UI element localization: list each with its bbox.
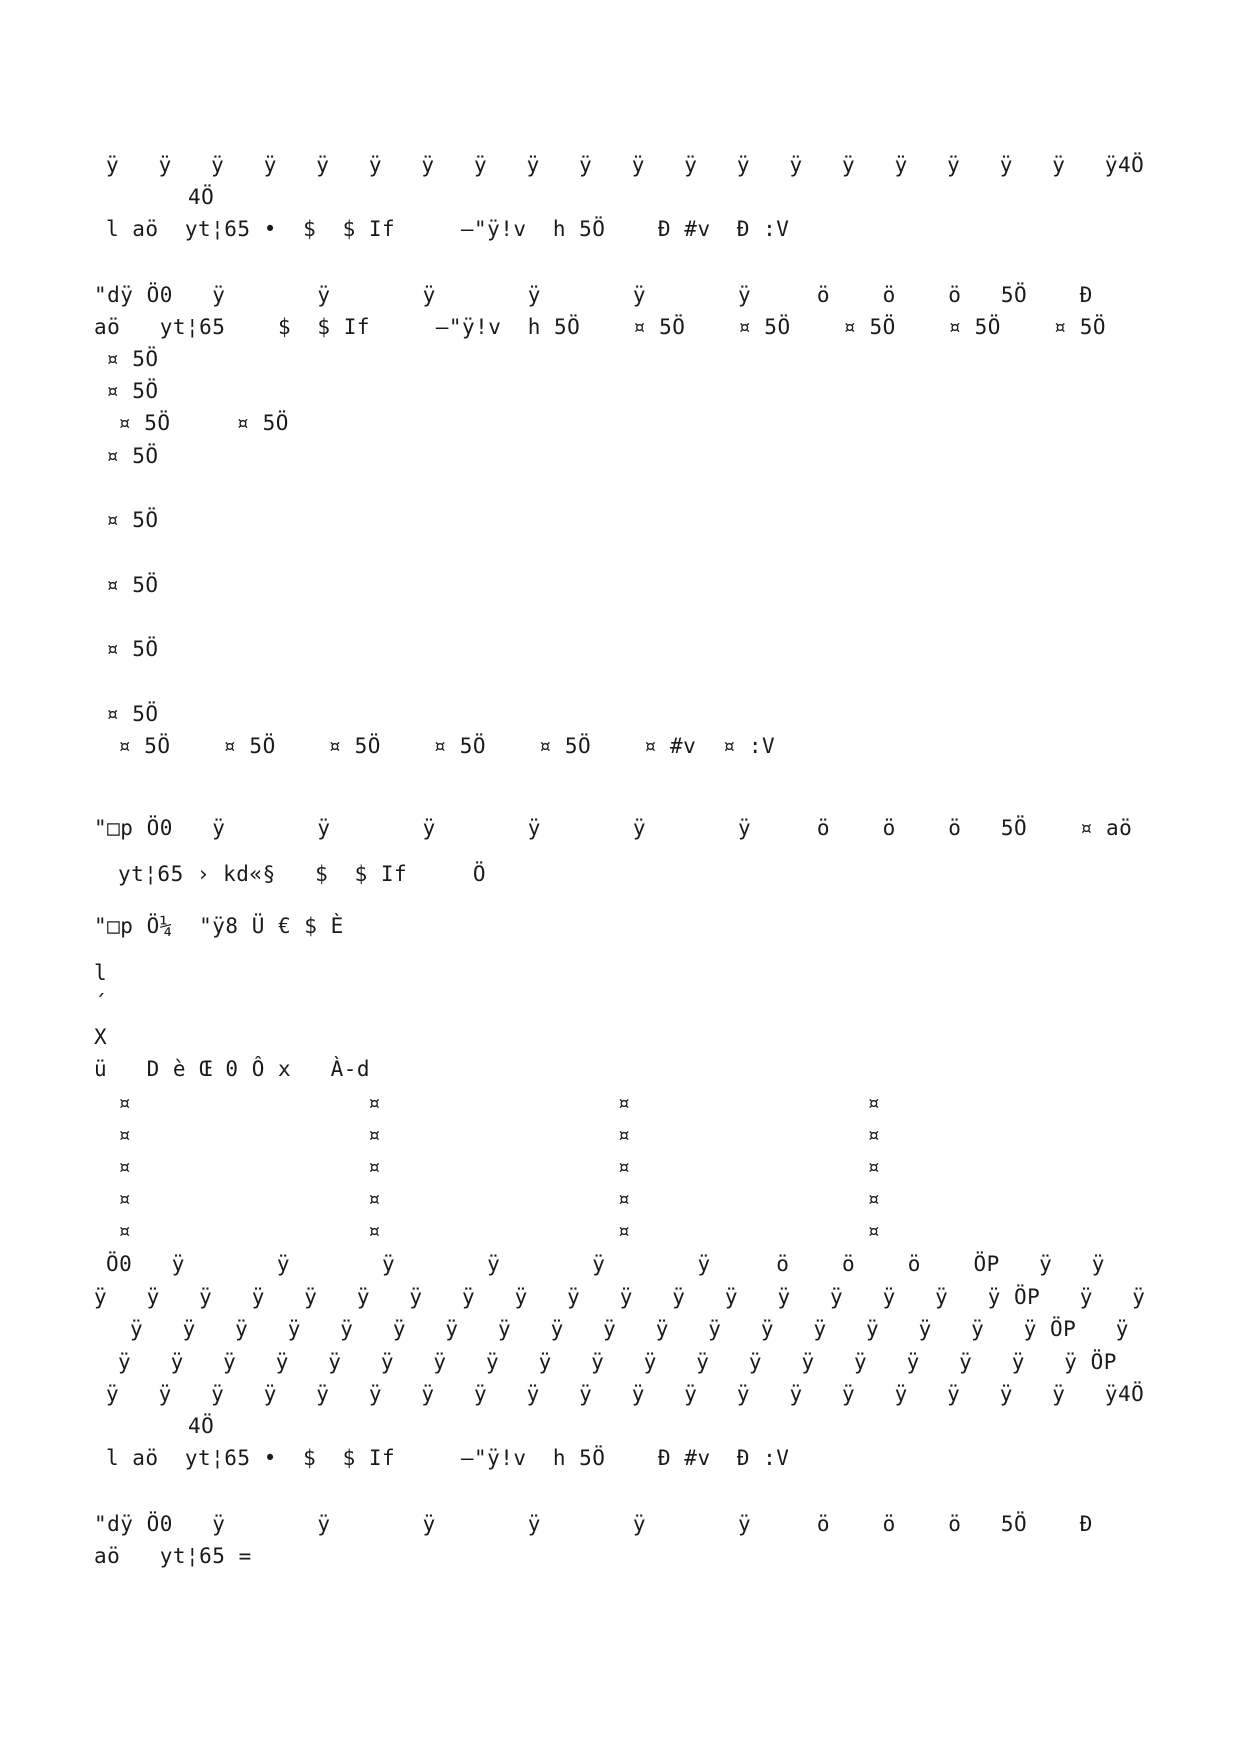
text-line: ¤ 5Ö — [106, 347, 159, 371]
text-line: ÿ ÿ ÿ ÿ ÿ ÿ ÿ ÿ ÿ ÿ ÿ ÿ ÿ ÿ ÿ ÿ ÿ ÿ ÖP ÿ ÿ — [94, 1285, 1146, 1309]
text-line: ¤ 5Ö ¤ 5Ö — [118, 411, 289, 435]
text-line: Ö0 ÿ ÿ ÿ ÿ ÿ ÿ ö ö ö ÖP ÿ ÿ — [106, 1252, 1105, 1276]
text-line: ÿ ÿ ÿ ÿ ÿ ÿ ÿ ÿ ÿ ÿ ÿ ÿ ÿ ÿ ÿ ÿ ÿ ÿ ÿ ÿ4Ö — [106, 1382, 1145, 1406]
text-line: aö yt¦65 $ $ If –"ÿ!v h 5Ö ¤ 5Ö ¤ 5Ö ¤ 5Ö ¤ 5Ö ¤ 5Ö — [94, 315, 1107, 339]
text-line: ¤ ¤ ¤ ¤ — [118, 1219, 881, 1243]
text-line: 4Ö — [188, 185, 215, 209]
text-line: ¤ 5Ö ¤ 5Ö ¤ 5Ö ¤ 5Ö ¤ 5Ö ¤ #v ¤ :V — [118, 734, 776, 758]
text-line: X — [94, 1025, 108, 1049]
text-line: ¤ 5Ö — [106, 444, 159, 468]
text-line: ¤ ¤ ¤ ¤ — [118, 1091, 881, 1115]
text-line: ¤ 5Ö — [106, 637, 159, 661]
text-line: ¤ 5Ö — [106, 379, 159, 403]
text-line: ¤ ¤ ¤ ¤ — [118, 1187, 881, 1211]
text-line: l — [94, 961, 108, 985]
text-line: yt¦65 › kd«§ $ $ If Ö — [118, 862, 487, 886]
text-line: l aö yt¦65 • $ $ If –"ÿ!v h 5Ö Ð #v Ð :V — [106, 217, 790, 241]
text-line: "□p Ö¼ "ÿ8 Ü € $ È — [94, 914, 344, 938]
text-line: l aö yt¦65 • $ $ If –"ÿ!v h 5Ö Ð #v Ð :V — [106, 1446, 790, 1470]
text-line: "dÿ Ö0 ÿ ÿ ÿ ÿ ÿ ÿ ö ö ö 5Ö Ð — [94, 283, 1093, 307]
text-line: ´ — [94, 991, 108, 1015]
text-line: ¤ ¤ ¤ ¤ — [118, 1155, 881, 1179]
text-line: "□p Ö0 ÿ ÿ ÿ ÿ ÿ ÿ ö ö ö 5Ö ¤ aö — [94, 816, 1133, 840]
text-line: ¤ 5Ö — [106, 573, 159, 597]
text-line: ÿ ÿ ÿ ÿ ÿ ÿ ÿ ÿ ÿ ÿ ÿ ÿ ÿ ÿ ÿ ÿ ÿ ÿ ÖP ÿ — [130, 1317, 1129, 1341]
text-line: ¤ 5Ö — [106, 702, 159, 726]
text-line: ÿ ÿ ÿ ÿ ÿ ÿ ÿ ÿ ÿ ÿ ÿ ÿ ÿ ÿ ÿ ÿ ÿ ÿ ÿ ÖP — [118, 1350, 1117, 1374]
text-line: "dÿ Ö0 ÿ ÿ ÿ ÿ ÿ ÿ ö ö ö 5Ö Ð — [94, 1512, 1093, 1536]
text-line: ¤ 5Ö — [106, 508, 159, 532]
text-line: ü D è Œ 0 Ô x À-d — [94, 1057, 371, 1081]
text-line: aö yt¦65 = — [94, 1544, 252, 1568]
text-line: 4Ö — [188, 1414, 215, 1438]
text-line: ¤ ¤ ¤ ¤ — [118, 1123, 881, 1147]
text-line: ÿ ÿ ÿ ÿ ÿ ÿ ÿ ÿ ÿ ÿ ÿ ÿ ÿ ÿ ÿ ÿ ÿ ÿ ÿ ÿ4Ö — [106, 153, 1145, 177]
